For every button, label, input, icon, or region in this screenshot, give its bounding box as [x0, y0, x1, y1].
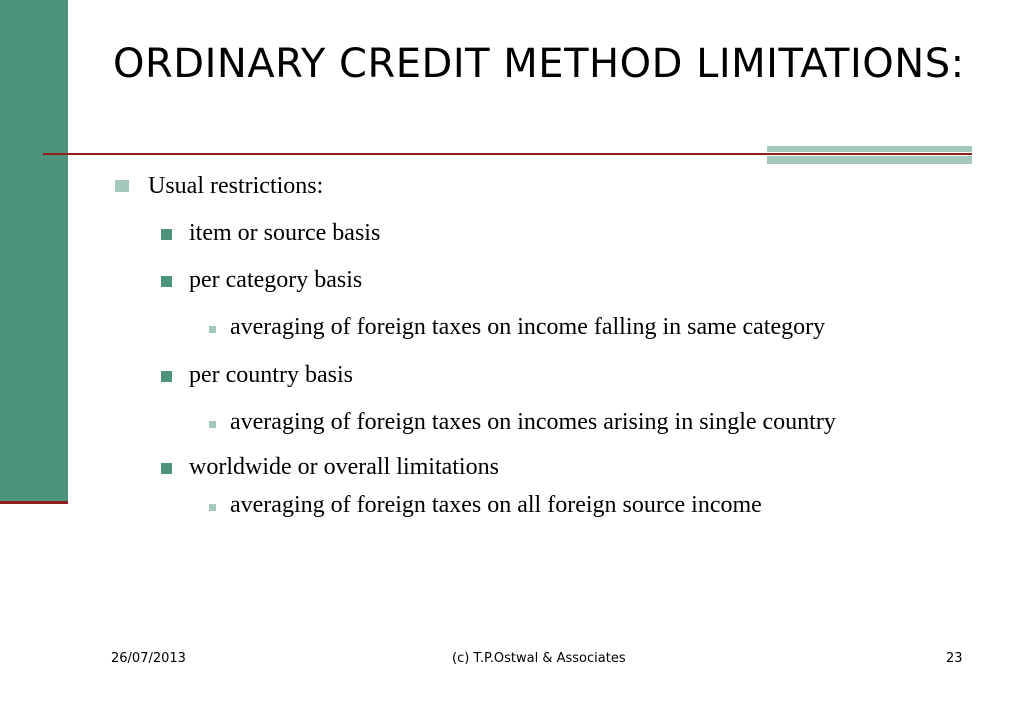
footer-copyright: (c) T.P.Ostwal & Associates [452, 651, 626, 666]
bullet-item: averaging of foreign taxes on all foreign source income [230, 492, 762, 518]
bullet-item: per category basis [189, 267, 363, 293]
bullet-marker-level3 [209, 504, 216, 511]
bullet-marker-level2 [161, 371, 172, 382]
bullet-marker-level3 [209, 421, 216, 428]
slide-title: ORDINARY CREDIT METHOD LIMITATIONS: [113, 41, 965, 87]
bullet-marker-level1 [115, 180, 129, 192]
bullet-item: per country basis [189, 362, 353, 388]
bullet-marker-level2 [161, 276, 172, 287]
bullet-item: averaging of foreign taxes on incomes arising in single country [230, 409, 836, 435]
bullet-marker-level2 [161, 463, 172, 474]
title-divider-rule [43, 153, 972, 155]
bullet-item: worldwide or overall limitations [189, 454, 499, 480]
footer-page-number: 23 [946, 651, 963, 666]
bullet-item: item or source basis [189, 220, 381, 246]
footer-date: 26/07/2013 [111, 651, 186, 666]
bullet-item: Usual restrictions: [148, 173, 324, 199]
bullet-item: averaging of foreign taxes on income falling in same category [230, 314, 826, 340]
bullet-marker-level3 [209, 326, 216, 333]
left-band-rule [0, 501, 68, 504]
left-decorative-band [0, 0, 68, 503]
bullet-marker-level2 [161, 229, 172, 240]
